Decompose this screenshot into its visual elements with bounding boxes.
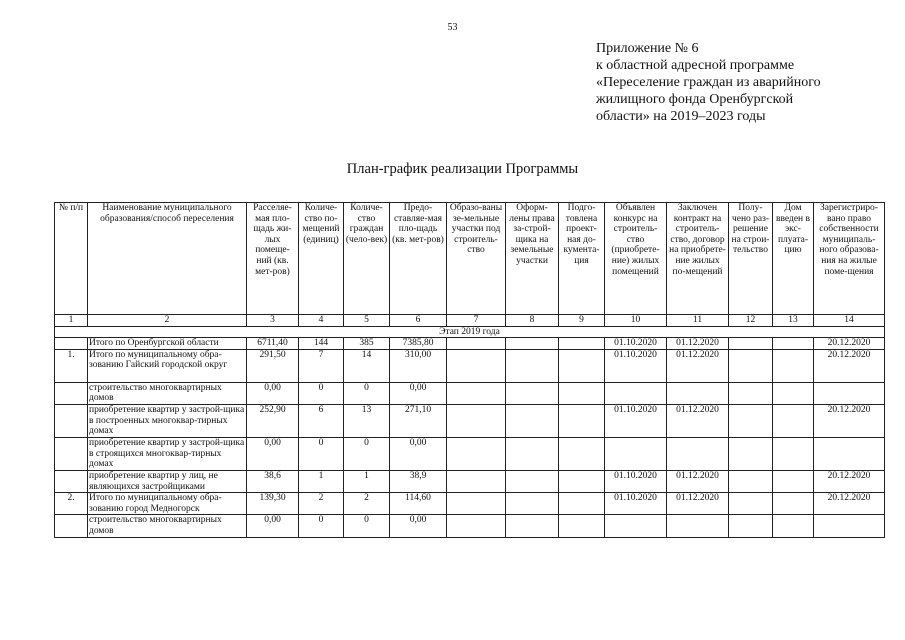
row-name-cell: строительство многоквартирных домов [88,382,247,404]
row-name-cell: приобретение квартир у застрой-щика в построенных многоквар-тирных домах [88,404,247,437]
column-header: Расселяе-мая пло-щадь жи-лых помеще-ний (кв. мет-ров) [247,203,299,315]
table-row [55,470,885,492]
appendix-line: «Переселение граждан из аварийного [596,75,821,90]
row-number-cell [55,515,88,537]
table-cell [729,493,773,515]
table-cell [605,515,667,537]
table-cell [667,515,729,537]
column-number: 12 [729,315,773,327]
table-cell: 01.10.2020 [605,493,667,515]
table-cell [729,349,773,382]
column-number: 4 [299,315,344,327]
table-cell: 14 [344,349,390,382]
row-number-cell [55,382,88,404]
table-row [55,382,885,404]
table-cell: 0 [344,437,390,470]
row-name-cell: приобретение квартир у застрой-щика в строящихся многоквар-тирных домах [88,437,247,470]
column-header: Полу-чено раз-решение на строи-тельство [729,203,773,315]
table-cell [814,382,885,404]
table-cell: 0 [299,515,344,537]
column-number: 5 [344,315,390,327]
table-row [55,437,885,470]
table-cell: 7385,80 [390,338,447,350]
column-number: 7 [447,315,506,327]
column-header: Образо-ваны зе-мельные участки под строитель-ство [447,203,506,315]
table-cell [814,437,885,470]
table-cell [559,470,605,492]
table-cell [559,493,605,515]
table-cell [559,437,605,470]
table-cell [773,338,814,350]
table-cell: 01.10.2020 [605,349,667,382]
table-cell: 20.12.2020 [814,493,885,515]
column-number: 9 [559,315,605,327]
table-cell [729,382,773,404]
table-row [55,493,885,515]
row-name-cell: Итого по муниципальному обра-зованию Гайский городской округ [88,349,247,382]
table-cell [814,515,885,537]
table-cell: 01.12.2020 [667,404,729,437]
row-number-cell: 1. [55,349,88,382]
table-cell [447,470,506,492]
table-cell: 0 [344,515,390,537]
table-cell [773,470,814,492]
table-cell: 01.12.2020 [667,470,729,492]
table-cell [447,437,506,470]
table-cell [506,515,559,537]
column-number: 13 [773,315,814,327]
column-number: 10 [605,315,667,327]
table-row [55,338,885,350]
table-cell [667,382,729,404]
table-cell: 1 [344,470,390,492]
column-header: Заключен контракт на строитель-ство, договор на приобрете-ние жилых по-мещений [667,203,729,315]
schedule-table [54,202,885,538]
table-cell: 0,00 [247,382,299,404]
table-cell: 114,60 [390,493,447,515]
column-number: 14 [814,315,885,327]
table-cell: 01.10.2020 [605,470,667,492]
table-cell [773,404,814,437]
table-cell [447,493,506,515]
row-name-cell: приобретение квартир у лиц, не являющихся застройщиками [88,470,247,492]
table-cell: 0,00 [390,515,447,537]
column-header: Наименование муниципального образования/способ переселения [88,203,247,315]
table-row [55,515,885,537]
table-cell [559,404,605,437]
table-cell [729,404,773,437]
table-cell: 291,50 [247,349,299,382]
table-cell: 2 [344,493,390,515]
table-cell: 2 [299,493,344,515]
table-cell [447,382,506,404]
appendix-line: области» на 2019–2023 годы [596,109,766,124]
stage-row [55,326,885,338]
table-cell: 271,10 [390,404,447,437]
row-number-cell [55,404,88,437]
table-cell [729,515,773,537]
table-cell: 252,90 [247,404,299,437]
table-cell [773,437,814,470]
table-cell [506,470,559,492]
table-cell [447,349,506,382]
table-cell: 144 [299,338,344,350]
column-header: Дом введен в экс-плуата-цию [773,203,814,315]
column-header: Количе-ство по-мещений (единиц) [299,203,344,315]
column-number: 1 [55,315,88,327]
table-cell [559,382,605,404]
table-cell: 7 [299,349,344,382]
table-cell [667,437,729,470]
document-title: План-график реализации Программы [346,161,579,177]
table-header-row [55,203,885,315]
column-header: Зарегистриро-вано право собственности муниципаль-ного образова-ния на жилые поме-щения [814,203,885,315]
table-cell: 38,9 [390,470,447,492]
table-cell: 13 [344,404,390,437]
table-cell [773,382,814,404]
table-row [55,404,885,437]
table-cell: 6711,40 [247,338,299,350]
table-cell: 0 [299,382,344,404]
table-cell: 0,00 [247,437,299,470]
table-cell: 310,00 [390,349,447,382]
table-cell: 01.12.2020 [667,493,729,515]
appendix-line: к областной адресной программе [596,58,795,73]
table-cell: 01.12.2020 [667,349,729,382]
column-number: 6 [390,315,447,327]
table-cell: 0,00 [390,382,447,404]
row-name-cell: строительство многоквартирных домов [88,515,247,537]
table-cell: 0 [344,382,390,404]
table-cell: 38,6 [247,470,299,492]
table-cell: 01.12.2020 [667,338,729,350]
appendix-line: жилищного фонда Оренбургской [596,92,794,107]
table-cell: 139,30 [247,493,299,515]
row-number-cell: 2. [55,493,88,515]
appendix-caption [596,40,896,125]
table-cell: 0 [299,437,344,470]
table-cell [773,349,814,382]
column-number: 2 [88,315,247,327]
table-cell [506,437,559,470]
table-cell: 20.12.2020 [814,338,885,350]
table-cell: 20.12.2020 [814,349,885,382]
table-cell: 01.10.2020 [605,338,667,350]
row-number-cell [55,470,88,492]
column-header: Предо-ставляе-мая пло-щадь (кв. мет-ров) [390,203,447,315]
table-cell [506,349,559,382]
table-cell [773,515,814,537]
table-cell [506,338,559,350]
table-cell [447,404,506,437]
table-cell: 20.12.2020 [814,404,885,437]
table-cell [773,493,814,515]
column-number: 8 [506,315,559,327]
table-cell [559,338,605,350]
table-cell [447,338,506,350]
column-header: № п/п [55,203,88,315]
row-name-cell: Итого по Оренбургской области [88,338,247,350]
column-number-row [55,315,885,327]
table-cell [506,404,559,437]
table-cell [605,437,667,470]
column-header: Подго-товлена проект-ная до-кумента-ция [559,203,605,315]
table-cell: 01.10.2020 [605,404,667,437]
appendix-line: Приложение № 6 [596,41,699,56]
table-cell [559,349,605,382]
table-cell [605,382,667,404]
row-name-cell: Итого по муниципальному обра-зованию город Медногорск [88,493,247,515]
table-row [55,349,885,382]
row-number-cell [55,338,88,350]
page-number: 53 [447,22,458,33]
row-number-cell [55,437,88,470]
table-cell: 385 [344,338,390,350]
table-cell: 20.12.2020 [814,470,885,492]
table-cell: 1 [299,470,344,492]
column-number: 11 [667,315,729,327]
table-cell [729,437,773,470]
table-cell: 0,00 [247,515,299,537]
table-cell [729,338,773,350]
table-cell [559,515,605,537]
table-cell: 6 [299,404,344,437]
table-cell [729,470,773,492]
column-number: 3 [247,315,299,327]
table-cell [506,493,559,515]
table-cell [447,515,506,537]
column-header: Оформ-лены права за-строй-щика на земельные участки [506,203,559,315]
table-cell [506,382,559,404]
column-header: Количе-ство граждан (чело-век) [344,203,390,315]
table-cell: 0,00 [390,437,447,470]
column-header: Объявлен конкурс на строитель-ство (приобрете-ние) жилых помещений [605,203,667,315]
stage-label: Этап 2019 года [55,326,885,338]
